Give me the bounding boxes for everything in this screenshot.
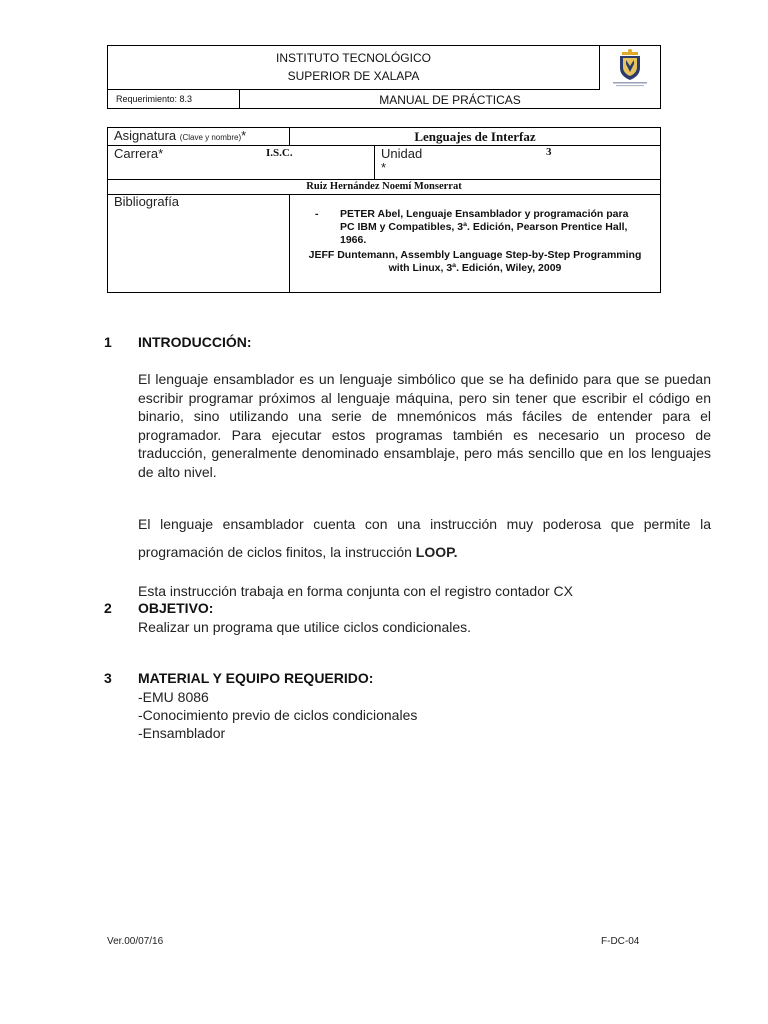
- material-item: -Conocimiento previo de ciclos condicionales: [138, 707, 418, 723]
- asignatura-star: *: [241, 128, 247, 143]
- material-item: -EMU 8086: [138, 689, 209, 705]
- intro-paragraph-3: Esta instrucción trabaja en forma conjunta con el registro contador CX: [138, 583, 574, 599]
- bib-2-line-2: with Linux, 3ª. Edición, Wiley, 2009: [388, 262, 562, 274]
- institute-name: [108, 46, 600, 90]
- unidad-label: Unidad: [381, 146, 423, 161]
- crest-icon: [600, 46, 660, 90]
- institute-logo: [600, 46, 660, 90]
- unidad-value: 3: [546, 146, 552, 158]
- objective-text: Realizar un programa que utilice ciclos condicionales.: [138, 619, 472, 635]
- header-table: [107, 45, 661, 109]
- bib-2-line-1: JEFF Duntemann, Assembly Language Step-by-Step Programming: [308, 249, 642, 261]
- bibliography-entry-2: [290, 249, 660, 275]
- carrera-row: [108, 145, 660, 180]
- carrera-label: Carrera*: [114, 146, 164, 161]
- bibliografia-row: [108, 194, 660, 292]
- institute-line-1: INSTITUTO TECNOLÓGICO: [276, 51, 431, 65]
- section-1-number: 1: [104, 334, 112, 350]
- section-3-number: 3: [104, 670, 112, 686]
- carrera-value: I.S.C.: [266, 147, 293, 159]
- subject-table: [107, 127, 661, 293]
- intro-paragraph-1: El lenguaje ensamblador es un lenguaje simbólico que se ha definido para que se puedan escribir programar próximos al lenguaje máquina, pero sin tener que escribir el código en binario, sino utilizando una serie de mnemónicos más fáciles de entender para el programador. Para ejecutar estos programas también es necesario un proceso de traducción, generalmente denominado ensamblaje, pero más sencillo que en los lenguajes de alto nivel.: [138, 371, 711, 480]
- teacher-name: Ruiz Hernández Noemí Monserrat: [306, 181, 462, 192]
- bib-1-line-3: 1966.: [340, 234, 367, 246]
- bib-1-line-1: PETER Abel, Lenguaje Ensamblador y programación para: [340, 208, 629, 220]
- asignatura-row: [108, 128, 660, 146]
- material-item: -Ensamblador: [138, 725, 226, 741]
- footer-version: Ver.00/07/16: [107, 936, 164, 947]
- loop-keyword: LOOP.: [415, 544, 458, 560]
- bibliography-entry-1: [340, 208, 660, 247]
- section-2-number: 2: [104, 600, 112, 616]
- institute-line-2: SUPERIOR DE XALAPA: [287, 69, 420, 83]
- bib-1-line-2: PC IBM y Compatibles, 3ª. Edición, Pearson Prentice Hall,: [340, 221, 628, 233]
- intro-loop-text: programación de ciclos finitos, la instrucción: [138, 544, 416, 560]
- teacher-row: [108, 179, 660, 195]
- bib-dash: -: [315, 208, 319, 220]
- bibliografia-label: Bibliografía: [114, 194, 180, 209]
- footer-code: F-DC-04: [601, 936, 640, 947]
- requirement-number: Requerimiento: 8.3: [108, 90, 240, 108]
- asignatura-value: Lenguajes de Interfaz: [414, 129, 536, 144]
- unidad-star: *: [381, 160, 387, 175]
- section-2-title: OBJETIVO:: [138, 600, 214, 616]
- intro-paragraph-2-line-2: [138, 543, 458, 561]
- section-1-title: INTRODUCCIÓN:: [138, 334, 252, 350]
- section-3-title: MATERIAL Y EQUIPO REQUERIDO:: [138, 670, 374, 686]
- intro-paragraph-2-line-1: El lenguaje ensamblador cuenta con una instrucción muy poderosa que permite la: [138, 516, 711, 532]
- manual-title: MANUAL DE PRÁCTICAS: [379, 93, 521, 107]
- asignatura-label-group: [114, 128, 246, 146]
- asignatura-hint: (Clave y nombre): [179, 133, 242, 142]
- asignatura-label: Asignatura: [114, 128, 177, 143]
